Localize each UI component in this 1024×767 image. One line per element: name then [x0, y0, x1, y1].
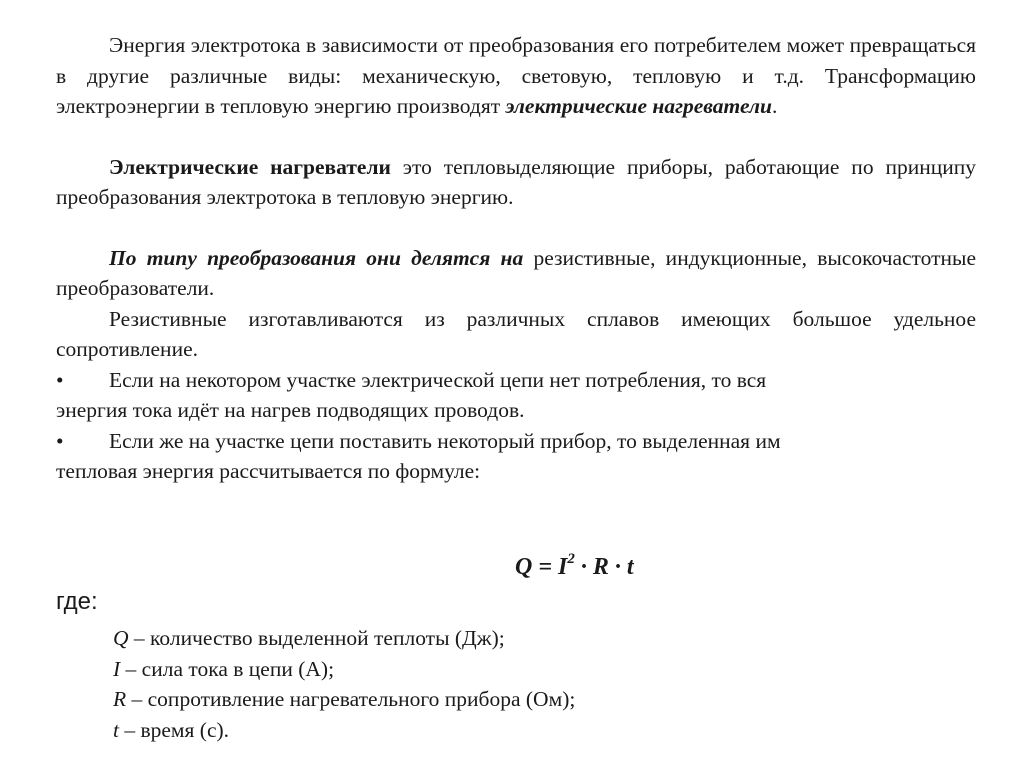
definitions-list: [113, 623, 575, 745]
bullet-text: [56, 426, 976, 487]
definition-text: – время (с).: [118, 717, 230, 742]
bullet-marker: •: [56, 428, 64, 453]
bullet-first-line: Если на некотором участке электрической цепи нет потребления, то вся: [109, 367, 767, 392]
definition-symbol: R: [113, 687, 127, 711]
definition-symbol: t: [113, 717, 119, 742]
definition-t: [113, 715, 575, 746]
document-body: [56, 30, 976, 487]
formula-rhs: · R · t: [574, 554, 634, 580]
formula-lhs: Q = I: [515, 554, 568, 580]
paragraph-text: резистивные, индукционные, высокочастотные преобразователи.: [56, 245, 976, 300]
definition-i: [113, 654, 575, 685]
paragraph-heaters-definition: [56, 152, 976, 213]
paragraph-text: Резистивные изготавливаются из различных сплавов имеющих большое удельное сопротивление.: [56, 306, 976, 361]
paragraph-resistive: [56, 304, 976, 365]
paragraph-energy-conversion: [56, 30, 976, 122]
emphasized-term: электрические нагреватели: [505, 94, 772, 118]
spacer: [56, 122, 976, 152]
definition-q: [113, 623, 575, 654]
heat-formula: [515, 553, 634, 581]
emphasized-phrase: По типу преобразования они делятся на: [109, 245, 524, 270]
bullet-continuation: тепловая энергия рассчитывается по формуле:: [56, 459, 481, 483]
where-label: где:: [56, 588, 98, 615]
paragraph-heater-types: [56, 243, 976, 304]
bullet-item: [56, 426, 976, 487]
paragraph-text: это тепловыделяющие приборы, работающие по принципу преобразования электротока в тепловую энергию.: [56, 154, 976, 209]
bullet-item: [56, 365, 976, 426]
bullet-marker: •: [56, 367, 64, 392]
formula-exponent: 2: [567, 551, 575, 567]
definition-symbol: Q: [113, 626, 129, 650]
bold-term: Электрические нагреватели: [109, 154, 391, 179]
bullet-text: [56, 365, 976, 426]
definition-text: – сопротивление нагревательного прибора (Ом);: [126, 687, 576, 711]
bullet-continuation: энергия тока идёт на нагрев подводящих проводов.: [56, 398, 525, 422]
definition-text: – сила тока в цепи (А);: [120, 656, 335, 681]
bullet-first-line: Если же на участке цепи поставить некоторый прибор, то выделенная им: [109, 428, 781, 453]
definition-r: [113, 684, 575, 715]
paragraph-text: Энергия электротока в зависимости от преобразования его потребителем может превращаться в другие различные виды: механическую, световую, тепловую и т.д. Трансформацию электроэнергии в тепловую энергию производят: [56, 33, 976, 118]
paragraph-end: .: [771, 94, 778, 118]
definition-text: – количество выделенной теплоты (Дж);: [128, 626, 505, 650]
spacer: [56, 213, 976, 243]
definition-symbol: I: [113, 656, 121, 681]
